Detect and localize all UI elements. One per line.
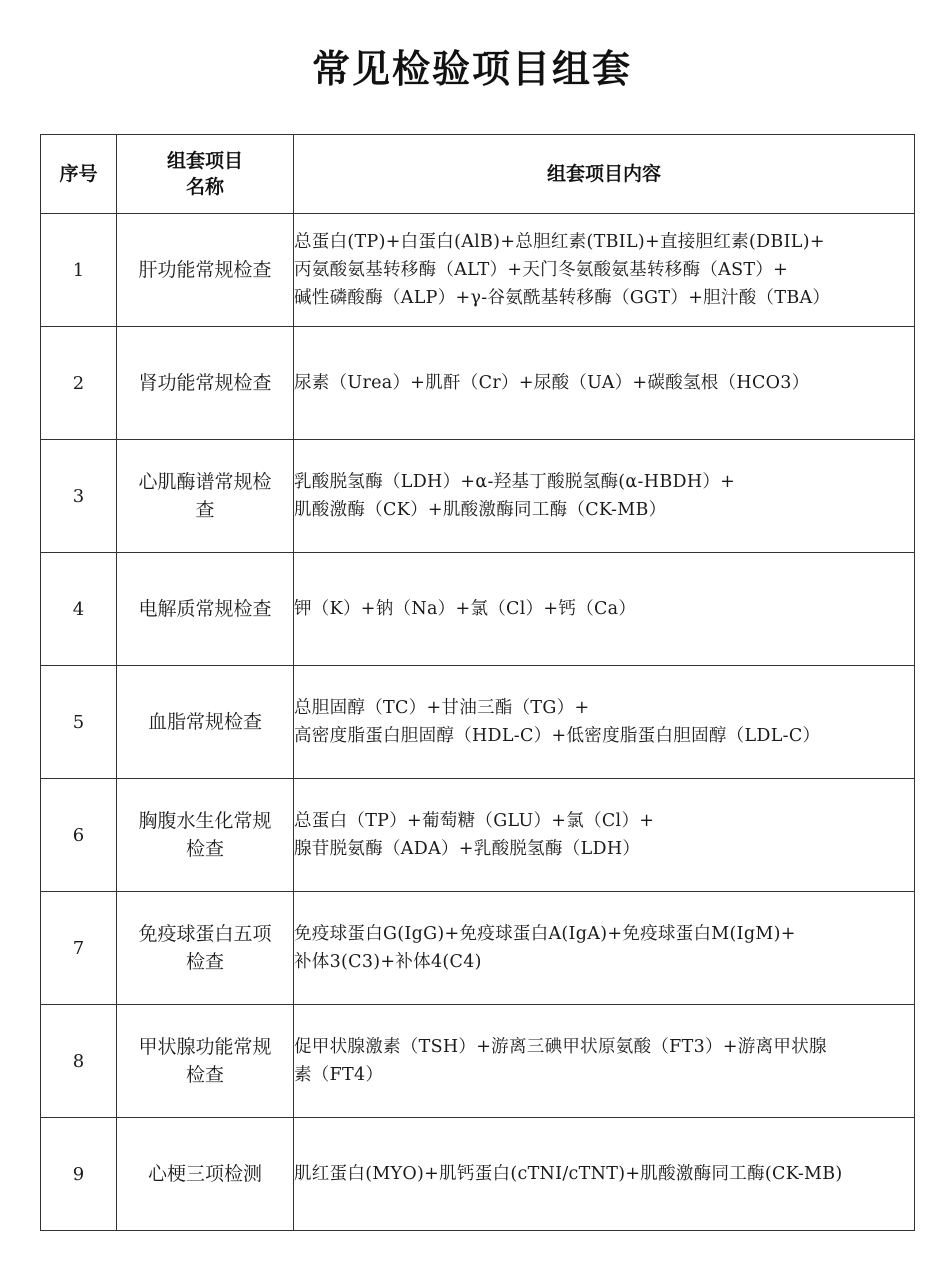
panel-name-line: 电解质常规检查 bbox=[138, 598, 272, 620]
panel-items-line: 腺苷脱氨酶（ADA）+乳酸脱氢酶（LDH） bbox=[294, 839, 641, 859]
panel-items-line: 高密度脂蛋白胆固醇（HDL-C）+低密度脂蛋白胆固醇（LDL-C） bbox=[294, 726, 821, 746]
panel-items-line: 促甲状腺激素（TSH）+游离三碘甲状原氨酸（FT3）+游离甲状腺 bbox=[294, 1037, 827, 1057]
row-index: 4 bbox=[41, 553, 117, 666]
row-panel-name bbox=[117, 666, 294, 779]
panel-items-line: 免疫球蛋白G(IgG)+免疫球蛋白A(IgA)+免疫球蛋白M(IgM)+ bbox=[294, 924, 796, 944]
row-panel-items bbox=[294, 440, 915, 553]
row-index: 7 bbox=[41, 892, 117, 1005]
row-panel-name bbox=[117, 553, 294, 666]
row-panel-items bbox=[294, 214, 915, 327]
row-panel-name bbox=[117, 892, 294, 1005]
table-row bbox=[41, 1118, 915, 1231]
row-panel-name bbox=[117, 214, 294, 327]
panel-name-line: 检查 bbox=[185, 1064, 224, 1086]
table-body bbox=[41, 214, 915, 1231]
row-panel-name bbox=[117, 327, 294, 440]
panel-name-line: 检查 bbox=[185, 951, 224, 973]
table-row bbox=[41, 214, 915, 327]
row-index: 9 bbox=[41, 1118, 117, 1231]
panel-items-line: 补体3(C3)+补体4(C4) bbox=[294, 952, 482, 972]
panel-name-line: 心肌酶谱常规检 bbox=[138, 471, 272, 493]
row-panel-name bbox=[117, 779, 294, 892]
row-panel-name bbox=[117, 440, 294, 553]
header-index: 序号 bbox=[41, 135, 117, 214]
panel-items-line: 乳酸脱氢酶（LDH）+α-羟基丁酸脱氢酶(α-HBDH）+ bbox=[294, 472, 736, 492]
table-row bbox=[41, 666, 915, 779]
row-index: 3 bbox=[41, 440, 117, 553]
row-index: 5 bbox=[41, 666, 117, 779]
panel-name-line: 肾功能常规检查 bbox=[138, 372, 272, 394]
row-panel-items bbox=[294, 327, 915, 440]
panel-items-line: 碱性磷酸酶（ALP）+γ-谷氨酰基转移酶（GGT）+胆汁酸（TBA） bbox=[294, 288, 831, 308]
row-panel-items bbox=[294, 553, 915, 666]
panel-items-line: 总胆固醇（TC）+甘油三酯（TG）+ bbox=[294, 698, 590, 718]
table-row bbox=[41, 892, 915, 1005]
row-panel-items bbox=[294, 779, 915, 892]
panel-name-line: 甲状腺功能常规 bbox=[138, 1036, 272, 1058]
row-panel-name bbox=[117, 1005, 294, 1118]
panel-items-line: 素（FT4） bbox=[294, 1065, 384, 1085]
row-panel-items bbox=[294, 666, 915, 779]
panel-items-line: 肌酸激酶（CK）+肌酸激酶同工酶（CK-MB） bbox=[294, 500, 667, 520]
table-header-row bbox=[41, 135, 915, 214]
table-row bbox=[41, 779, 915, 892]
row-index: 1 bbox=[41, 214, 117, 327]
table-row bbox=[41, 440, 915, 553]
panel-name-line: 肝功能常规检查 bbox=[138, 259, 272, 281]
panel-items-line: 总蛋白(TP)+白蛋白(AlB)+总胆红素(TBIL)+直接胆红素(DBIL)+ bbox=[294, 232, 825, 252]
table-row bbox=[41, 1005, 915, 1118]
panel-items-line: 肌红蛋白(MYO)+肌钙蛋白(cTNI/cTNT)+肌酸激酶同工酶(CK-MB) bbox=[294, 1164, 843, 1184]
panel-name-line: 查 bbox=[195, 499, 215, 521]
panel-items-line: 总蛋白（TP）+葡萄糖（GLU）+氯（Cl）+ bbox=[294, 811, 655, 831]
table-row bbox=[41, 553, 915, 666]
row-index: 2 bbox=[41, 327, 117, 440]
row-index: 8 bbox=[41, 1005, 117, 1118]
table-row bbox=[41, 327, 915, 440]
panel-items-line: 尿素（Urea）+肌酐（Cr）+尿酸（UA）+碳酸氢根（HCO3） bbox=[294, 373, 810, 393]
header-name-line2: 名称 bbox=[185, 176, 224, 198]
header-content: 组套项目内容 bbox=[294, 135, 915, 214]
panel-name-line: 检查 bbox=[185, 838, 224, 860]
row-panel-name bbox=[117, 1118, 294, 1231]
panel-items-line: 丙氨酸氨基转移酶（ALT）+天门冬氨酸氨基转移酶（AST）+ bbox=[294, 260, 789, 280]
row-panel-items bbox=[294, 1005, 915, 1118]
row-index: 6 bbox=[41, 779, 117, 892]
header-name-line1: 组套项目 bbox=[166, 150, 243, 172]
panel-items-line: 钾（K）+钠（Na）+氯（Cl）+钙（Ca） bbox=[294, 599, 637, 619]
panel-name-line: 胸腹水生化常规 bbox=[138, 810, 272, 832]
row-panel-items bbox=[294, 892, 915, 1005]
row-panel-items bbox=[294, 1118, 915, 1231]
panel-name-line: 免疫球蛋白五项 bbox=[138, 923, 272, 945]
header-name bbox=[117, 135, 294, 214]
panel-name-line: 心梗三项检测 bbox=[147, 1163, 262, 1185]
page-title: 常见检验项目组套 bbox=[311, 47, 632, 91]
panel-name-line: 血脂常规检查 bbox=[147, 711, 262, 733]
test-panel-table bbox=[40, 134, 915, 1231]
